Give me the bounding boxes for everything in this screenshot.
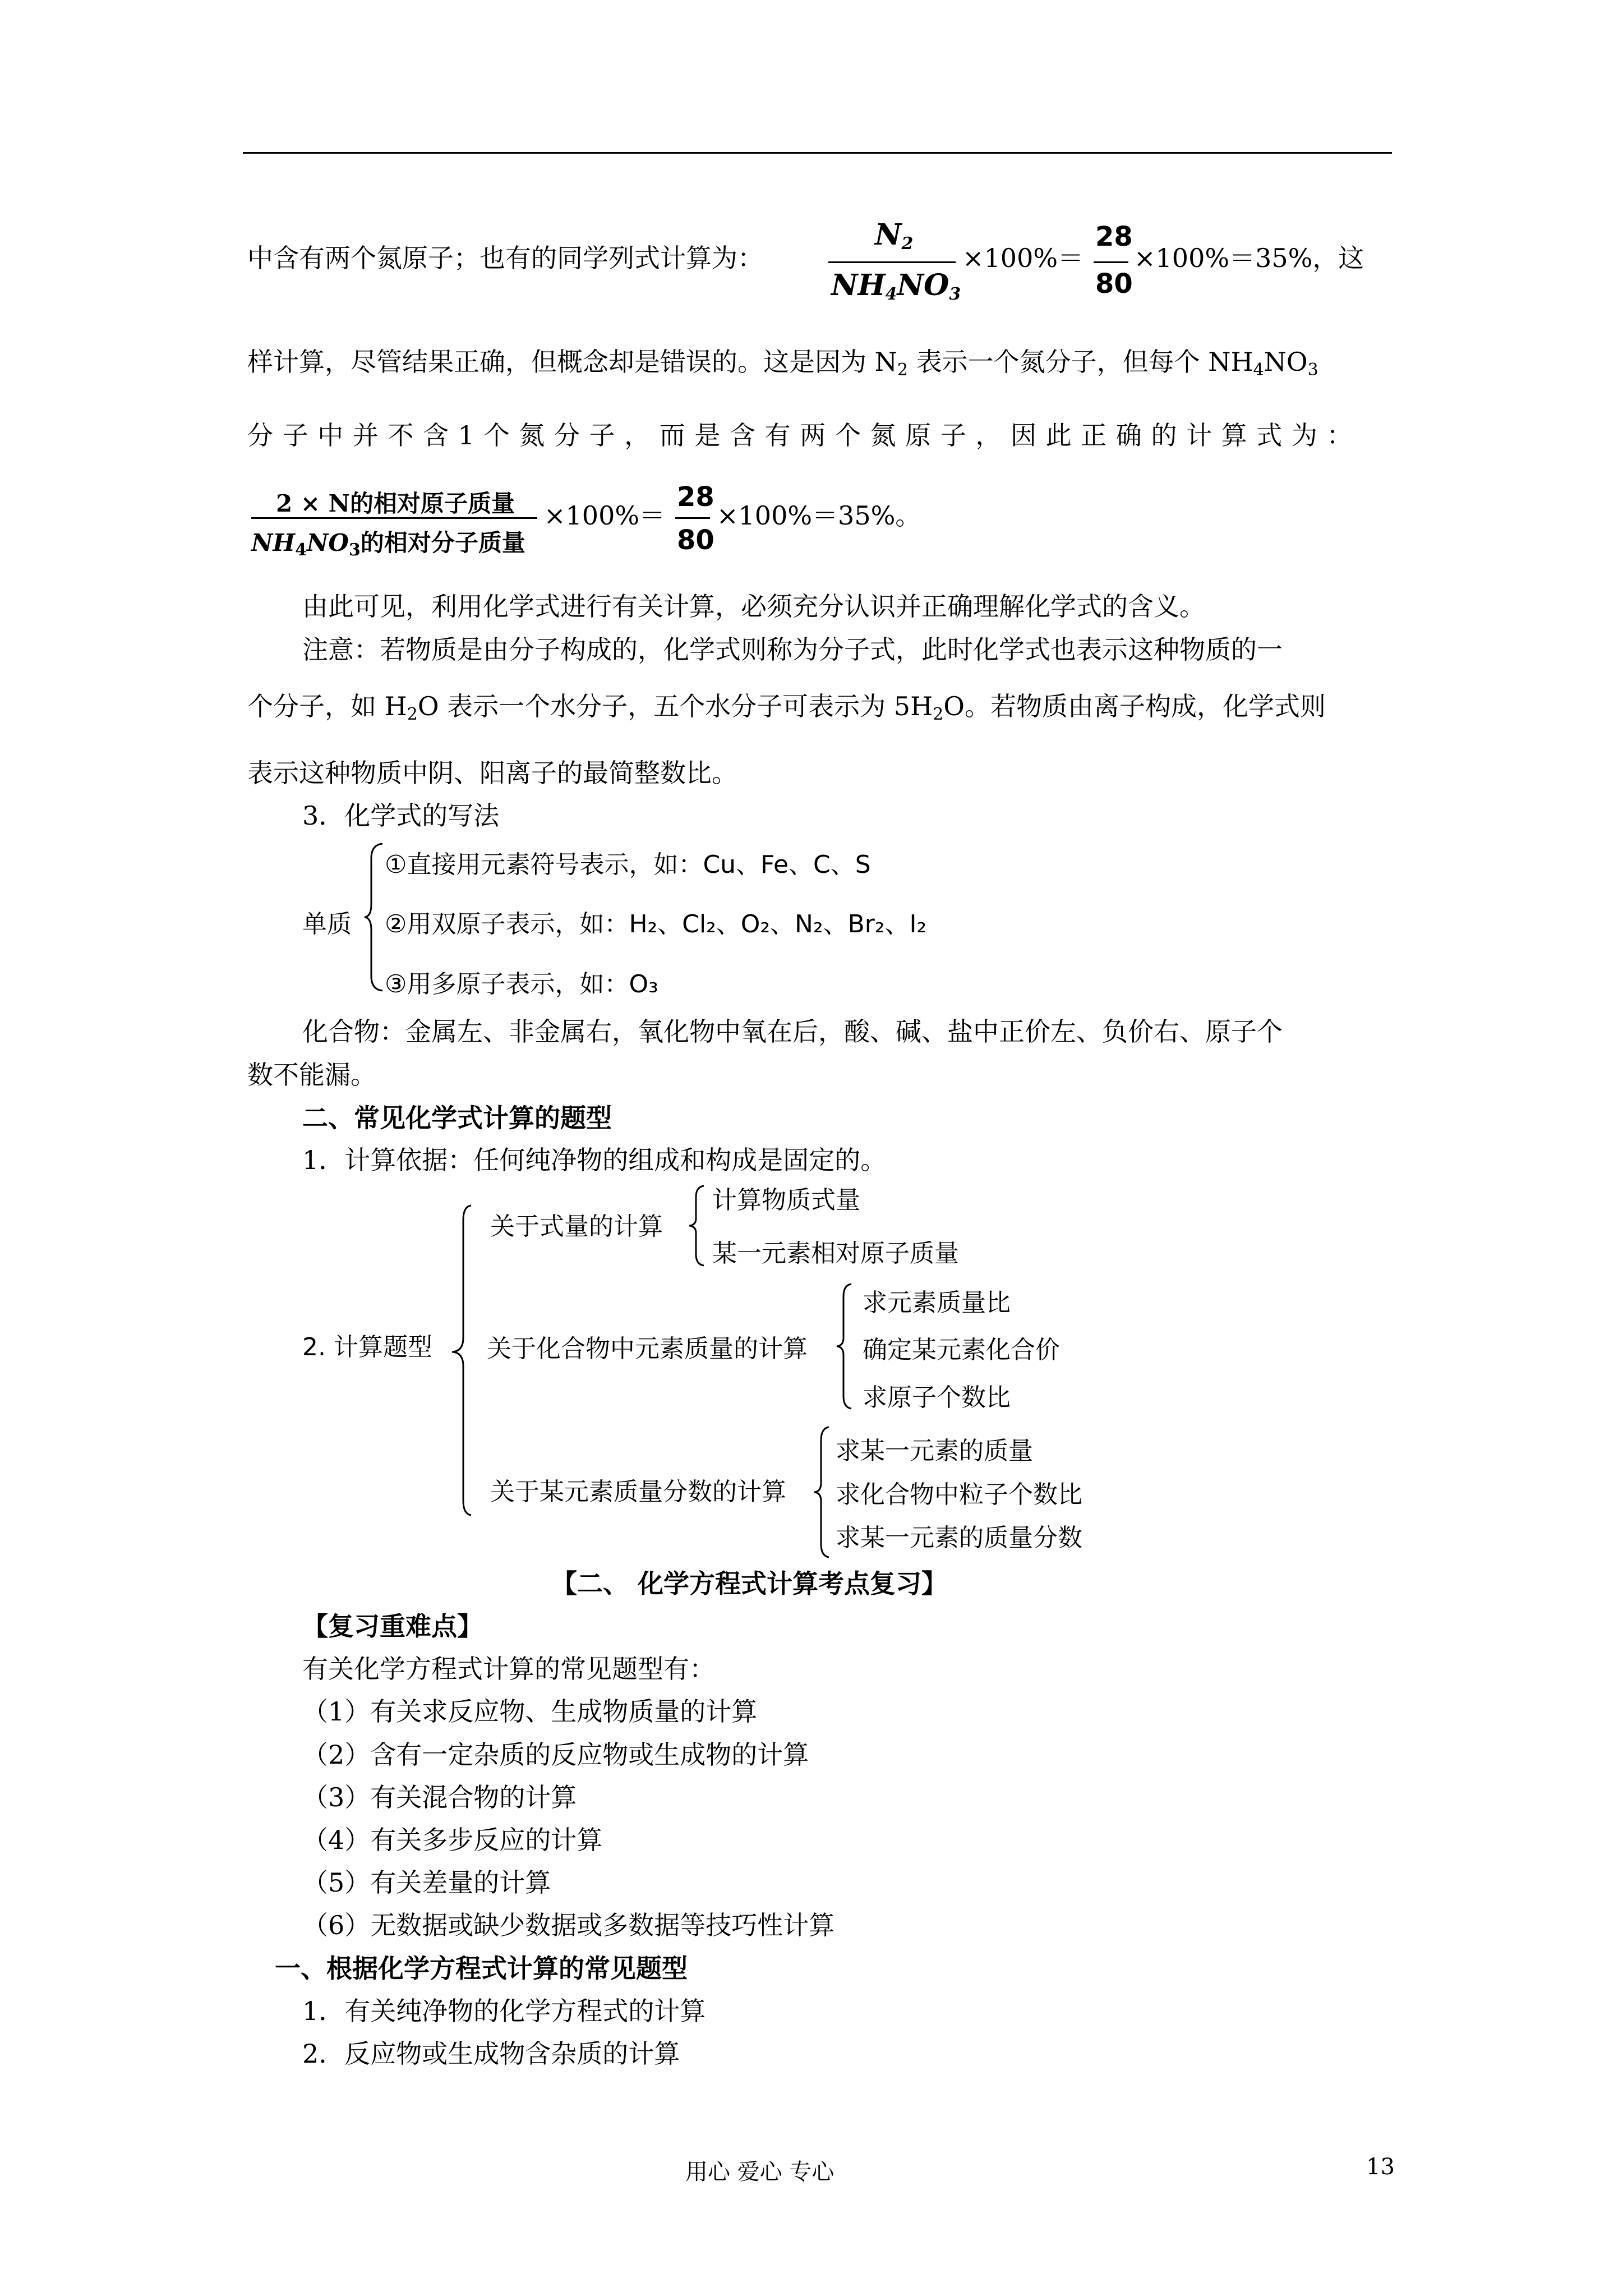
calc-group-3-item-2: 求化合物中粒子个数比 <box>836 1480 1082 1509</box>
para1-mid1: ×100%＝ <box>962 243 1084 273</box>
formula2-numerator: 2 × N的相对原子质量 <box>276 490 515 517</box>
note-line3: 表示这种物质中阴、阳离子的最简整数比。 <box>247 758 737 788</box>
review-item-6: （6）无数据或缺少数据或多数据等技巧性计算 <box>302 1910 835 1940</box>
elements-item-2: ②用双原子表示，如：H₂、Cl₂、O₂、N₂、Br₂、I₂ <box>385 910 927 938</box>
elements-brace-icon <box>363 841 386 993</box>
header-rule <box>243 152 1392 154</box>
formula2-frac-bar <box>675 517 710 519</box>
formula2-denominator: $NH_4NO_3$的相对分子质量 <box>251 529 525 560</box>
formula2-frac-den: 80 <box>677 524 714 556</box>
calc-group-2-item-2: 确定某元素化合价 <box>863 1336 1060 1364</box>
elements-item-3: ③用多原子表示，如：O₃ <box>385 970 658 999</box>
review-item-5: （5）有关差量的计算 <box>302 1867 551 1898</box>
note-line2: 个分子，如 $H_2O$ 表示一个水分子，五个水分子可表示为 $5H_2O$。若物质由离子构成，化学式则 <box>247 691 1326 724</box>
calc-group-3-brace-icon <box>812 1425 832 1559</box>
frac1-bar <box>828 261 956 263</box>
section1-item-2: 2．反应物或生成物含杂质的计算 <box>302 2039 680 2069</box>
calc-group-3-item-1: 求某一元素的质量 <box>836 1437 1033 1465</box>
formula2-frac-num: 28 <box>677 481 714 513</box>
calc-types-brace-icon <box>449 1203 482 1517</box>
review-item-4: （4）有关多步反应的计算 <box>302 1825 603 1855</box>
calc-basis: 1．计算依据：任何纯净物的组成和构成是固定的。 <box>302 1145 887 1175</box>
calc-types-label: 2. 计算题型 <box>302 1333 432 1361</box>
frac2-denominator: 80 <box>1095 268 1133 300</box>
calc-group-2-brace-icon <box>834 1282 855 1411</box>
formula2-bar <box>251 517 537 519</box>
review-intro: 有关化学方程式计算的常见题型有： <box>302 1654 715 1684</box>
para1-mid2: ×100%＝35%，这 <box>1134 243 1364 273</box>
section3-title: 3．化学式的写法 <box>302 800 500 831</box>
formula2-mid1: ×100%＝ <box>544 500 666 531</box>
frac1-denominator: $NH_4NO_3$ <box>831 268 961 304</box>
calc-group-1-brace-icon <box>687 1184 707 1268</box>
calc-group-1-item-2: 某一元素相对原子质量 <box>712 1239 959 1268</box>
calc-group-1-item-1: 计算物质式量 <box>712 1186 860 1214</box>
section1-title: 一、根据化学方程式计算的常见题型 <box>275 1953 688 1984</box>
compound-line2: 数不能漏。 <box>247 1060 376 1090</box>
calc-group-2-item-1: 求元素质量比 <box>863 1289 1011 1317</box>
frac2-bar <box>1094 261 1128 263</box>
review-title: 【复习重难点】 <box>302 1611 483 1641</box>
section1-item-1: 1．有关纯净物的化学方程式的计算 <box>302 1996 706 2026</box>
calc-group-1-name: 关于式量的计算 <box>490 1212 663 1241</box>
compound-line1: 化合物：金属左、非金属右，氧化物中氧在后，酸、碱、盐中正价左、负价右、原子个 <box>302 1016 1283 1047</box>
part2-title: 【二、 化学方程式计算考点复习】 <box>551 1568 948 1599</box>
footer-motto: 用心 爱心 专心 <box>685 2159 834 2185</box>
frac2-numerator: 28 <box>1095 221 1133 252</box>
note-line1: 注意：若物质是由分子构成的，化学式则称为分子式，此时化学式也表示这种物质的一 <box>302 634 1283 665</box>
calc-group-3-item-3: 求某一元素的质量分数 <box>836 1524 1082 1552</box>
review-item-1: （1）有关求反应物、生成物质量的计算 <box>302 1696 758 1727</box>
review-item-2: （2）含有一定杂质的反应物或生成物的计算 <box>302 1740 809 1770</box>
page-number: 13 <box>1366 2154 1395 2180</box>
review-item-3: （3）有关混合物的计算 <box>302 1782 577 1812</box>
frac1-numerator: $N_2$ <box>875 218 914 254</box>
para1-line3: 分 子 中 并 不 含 1 个 氮 分 子 ， 而 是 含 有 两 个 氮 原 子 ， 因 此 正 确 的 计 算 式 为 ： <box>247 420 1353 450</box>
para-conclusion: 由此可见，利用化学式进行有关计算，必须充分认识并正确理解化学式的含义。 <box>302 591 1205 622</box>
para1-prefix: 中含有两个氮原子；也有的同学列式计算为： <box>247 243 763 273</box>
section2-title: 二、常见化学式计算的题型 <box>302 1103 612 1133</box>
elements-label: 单质 <box>302 910 352 938</box>
calc-group-2-name: 关于化合物中元素质量的计算 <box>487 1335 808 1363</box>
calc-group-3-name: 关于某元素质量分数的计算 <box>490 1478 786 1506</box>
para1-line2: 样计算，尽管结果正确，但概念却是错误的。这是因为 $N_2$ 表示一个氮分子，但每个 $NH_4NO_3$ <box>247 347 1318 380</box>
elements-item-1: ①直接用元素符号表示，如：Cu、Fe、C、S <box>385 850 871 879</box>
formula2-tail: ×100%＝35%。 <box>717 500 921 531</box>
calc-group-2-item-3: 求原子个数比 <box>863 1383 1011 1412</box>
